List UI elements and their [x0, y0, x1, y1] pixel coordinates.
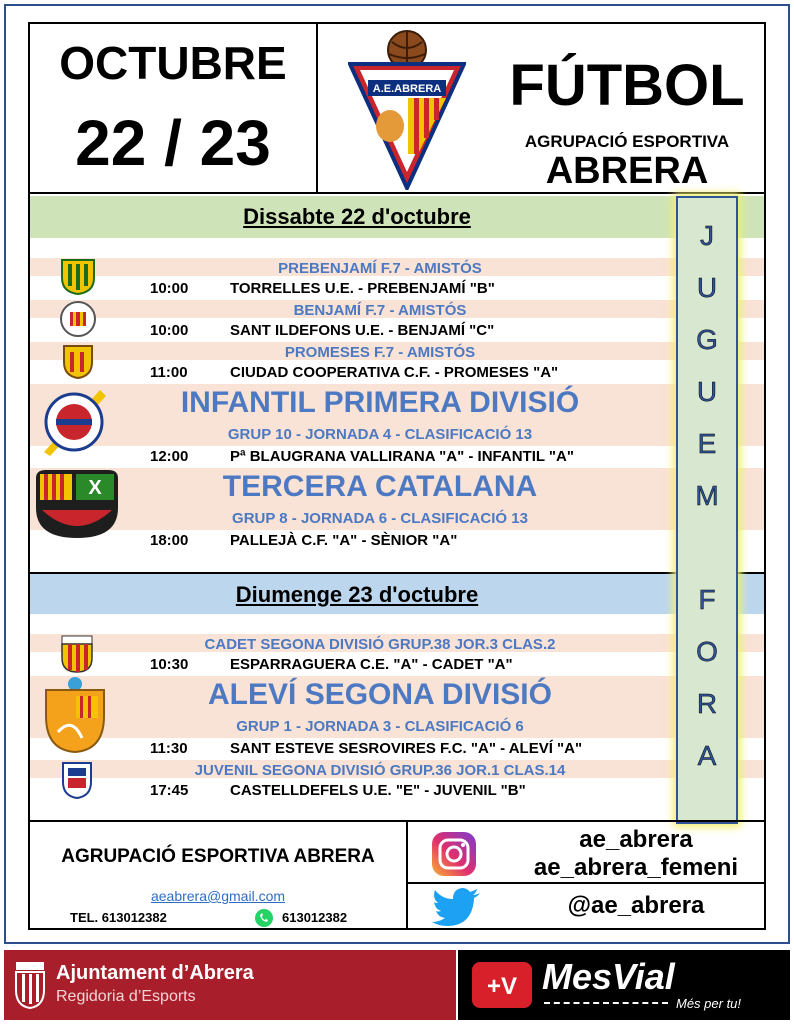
- match-teams: Pª BLAUGRANA VALLIRANA "A" - INFANTIL "A": [230, 448, 574, 465]
- sant-ildefons-logo: [58, 300, 98, 338]
- match-time: 10:00: [150, 280, 189, 297]
- match-time: 18:00: [150, 532, 189, 549]
- match-subcategory: GRUP 10 - JORNADA 4 - CLASIFICACIÓ 13: [227, 426, 533, 443]
- banner-letter: U: [696, 272, 718, 303]
- svg-text:X: X: [88, 477, 102, 499]
- season-title: 22 / 23: [75, 107, 271, 179]
- regidoria-name: Regidoria d’Esports: [56, 988, 196, 1005]
- club-name-line2: ABRERA: [545, 150, 709, 192]
- match-teams: PALLEJÀ C.F. "A" - SÈNIOR "A": [230, 532, 458, 549]
- instagram-handle-2[interactable]: ae_abrera_femeni: [533, 854, 739, 881]
- match-subcategory: GRUP 1 - JORNADA 3 - CLASIFICACIÓ 6: [236, 718, 524, 735]
- match-category: BENJAMÍ F.7 - AMISTÓS: [293, 302, 467, 319]
- club-crest-logo: [348, 30, 466, 190]
- date-box: [30, 24, 318, 194]
- poster-header: [30, 24, 764, 194]
- email-link[interactable]: aeabrera@gmail.com: [150, 888, 286, 904]
- match-category: ALEVÍ SEGONA DIVISIÓ: [208, 678, 552, 711]
- svg-text:+V: +V: [486, 973, 518, 1000]
- match-time: 17:45: [150, 782, 189, 799]
- match-category: PROMESES F.7 - AMISTÓS: [284, 344, 476, 361]
- match-teams: CASTELLDEFELS U.E. "E" - JUVENIL "B": [230, 782, 526, 799]
- instagram-handle-1[interactable]: ae_abrera: [579, 826, 693, 853]
- instagram-row: [408, 822, 764, 884]
- banner-letter: E: [697, 428, 717, 459]
- banner-letter: O: [696, 636, 718, 667]
- twitter-handle[interactable]: @ae_abrera: [567, 892, 705, 919]
- match-teams: ESPARRAGUERA C.E. "A" - CADET "A": [230, 656, 513, 673]
- poster-footer: [30, 820, 764, 928]
- instagram-icon[interactable]: [430, 830, 478, 878]
- match-time: 12:00: [150, 448, 189, 465]
- sunday-header: Diumenge 23 d'octubre: [30, 572, 764, 614]
- match-category: CADET SEGONA DIVISIÓ GRUP.38 JOR.3 CLAS.2: [204, 636, 556, 653]
- match-category: JUVENIL SEGONA DIVISIÓ GRUP.36 JOR.1 CLAS.14: [194, 762, 566, 779]
- twitter-row: [408, 884, 764, 930]
- sant-esteve-sesrovires-logo: [42, 676, 108, 754]
- twitter-icon[interactable]: [432, 888, 482, 928]
- mesvial-banner: [458, 950, 790, 1020]
- mesvial-wordmark: MesVial: [542, 956, 675, 997]
- saturday-header: Dissabte 22 d'octubre: [30, 196, 764, 238]
- match-category: TERCERA CATALANA: [222, 470, 538, 503]
- match-time: 10:30: [150, 656, 189, 673]
- mesvial-logo-icon: [472, 962, 532, 1008]
- poster: [28, 22, 766, 930]
- banner-letter: U: [696, 376, 718, 407]
- sport-title: FÚTBOL: [509, 53, 745, 118]
- whatsapp-number: 613012382: [282, 910, 348, 925]
- phone-number: TEL. 613012382: [70, 910, 167, 925]
- banner-letter: R: [696, 688, 718, 719]
- match-time: 11:00: [150, 364, 188, 381]
- ajuntament-name: Ajuntament d’Abrera: [56, 962, 254, 984]
- banner-letter: A: [697, 740, 717, 771]
- match-teams: SANT ILDEFONS U.E. - BENJAMÍ "C": [230, 322, 495, 339]
- whatsapp-icon: [254, 908, 274, 928]
- banner-letter: F: [698, 584, 716, 615]
- mesvial-tagline: Més per tu!: [676, 996, 742, 1011]
- ajuntament-banner: [4, 950, 456, 1020]
- banner-letter: M: [695, 480, 719, 511]
- mesvial-road-line: [544, 1002, 668, 1004]
- castelldefels-logo: [60, 760, 94, 800]
- match-time: 11:30: [150, 740, 188, 757]
- match-teams: TORRELLES U.E. - PREBENJAMÍ "B": [230, 280, 495, 297]
- match-time: 10:00: [150, 322, 189, 339]
- club-name-line1: AGRUPACIÓ ESPORTIVA: [524, 132, 730, 151]
- contact-box: [30, 822, 408, 930]
- match-category: INFANTIL PRIMERA DIVISIÓ: [180, 386, 580, 419]
- match-category: PREBENJAMÍ F.7 - AMISTÓS: [278, 260, 482, 277]
- svg-text:A.E.ABRERA: A.E.ABRERA: [372, 83, 442, 95]
- match-subcategory: GRUP 8 - JORNADA 6 - CLASIFICACIÓ 13: [232, 510, 528, 527]
- footer-org-name: AGRUPACIÓ ESPORTIVA ABRERA: [61, 846, 375, 867]
- ajuntament-shield-icon: [14, 960, 46, 1010]
- esparraguera-logo: [58, 634, 96, 674]
- juguem-fora-banner: [676, 196, 738, 824]
- match-teams: SANT ESTEVE SESROVIRES F.C. "A" - ALEVÍ "A": [230, 740, 583, 757]
- match-teams: CIUDAD COOPERATIVA C.F. - PROMESES "A": [230, 364, 559, 381]
- banner-letter: J: [700, 220, 714, 251]
- ciudad-cooperativa-logo: [60, 342, 96, 380]
- month-title: OCTUBRE: [59, 37, 287, 89]
- banner-letter: G: [696, 324, 718, 355]
- torrelles-logo: [58, 258, 98, 296]
